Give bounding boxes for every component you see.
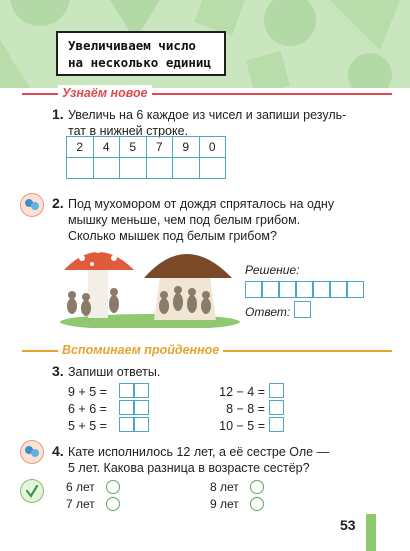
answer-cell[interactable] bbox=[119, 417, 134, 432]
solution-cell[interactable] bbox=[279, 281, 296, 298]
answer-cell[interactable] bbox=[199, 158, 226, 179]
option-label: 8 лет bbox=[210, 480, 239, 494]
solution-label: Решение: bbox=[245, 263, 300, 277]
option-circle[interactable] bbox=[250, 480, 264, 494]
section-header-new bbox=[22, 85, 392, 101]
task3-text: Запиши ответы. bbox=[68, 365, 161, 379]
answer-cell[interactable] bbox=[269, 400, 284, 415]
answer-cell[interactable] bbox=[269, 417, 284, 432]
answer-cell[interactable] bbox=[119, 383, 134, 398]
solution-cell[interactable] bbox=[245, 281, 262, 298]
table-cell: 0 bbox=[199, 137, 226, 158]
answer-cell[interactable] bbox=[134, 383, 149, 398]
table-cell: 2 bbox=[67, 137, 94, 158]
expression: 9 + 5 = bbox=[68, 385, 107, 399]
task4-number: 4. bbox=[52, 443, 64, 459]
task2-text-line2: мышку меньше, чем под белым грибом. bbox=[68, 213, 301, 227]
answer-cell[interactable] bbox=[269, 383, 284, 398]
page-number: 53 bbox=[340, 517, 356, 533]
section-label: Вспоминаем пройденное bbox=[58, 342, 223, 358]
option-circle[interactable] bbox=[106, 497, 120, 511]
answer-cell[interactable] bbox=[67, 158, 94, 179]
task1-text-line1: Увеличь на 6 каждое из чисел и запиши резуль- bbox=[68, 108, 347, 122]
expression: 8 − 8 = bbox=[226, 402, 265, 416]
table-row-top bbox=[67, 137, 226, 158]
answer-cell[interactable] bbox=[134, 417, 149, 432]
pair-work-icon bbox=[20, 193, 44, 217]
solution-cell[interactable] bbox=[262, 281, 279, 298]
task1-number: 1. bbox=[52, 106, 64, 122]
table-cell: 7 bbox=[146, 137, 173, 158]
table-cell: 9 bbox=[173, 137, 200, 158]
task4-text-line1: Кате исполнилось 12 лет, а её сестре Оле — bbox=[68, 445, 330, 459]
answer-cell[interactable] bbox=[93, 158, 120, 179]
answer-label: Ответ: bbox=[245, 305, 291, 319]
task4-text-line2: 5 лет. Какова разница в возрасте сестёр? bbox=[68, 461, 310, 475]
expression: 5 + 5 = bbox=[68, 419, 107, 433]
pair-work-icon bbox=[20, 440, 44, 464]
section-label: Узнаём новое bbox=[58, 85, 152, 101]
answer-cell[interactable] bbox=[173, 158, 200, 179]
answer-box[interactable] bbox=[294, 301, 311, 318]
solution-cell[interactable] bbox=[347, 281, 364, 298]
option-label: 9 лет bbox=[210, 497, 239, 511]
answer-cell[interactable] bbox=[134, 400, 149, 415]
lesson-title-line1: Увеличиваем число bbox=[68, 38, 196, 53]
table-cell: 4 bbox=[93, 137, 120, 158]
answer-cell[interactable] bbox=[119, 400, 134, 415]
expression: 10 − 5 = bbox=[219, 419, 265, 433]
answer-cell[interactable] bbox=[120, 158, 147, 179]
page-edge-bar bbox=[366, 514, 376, 551]
option-label: 7 лет bbox=[66, 497, 95, 511]
option-circle[interactable] bbox=[250, 497, 264, 511]
expression: 12 − 4 = bbox=[219, 385, 265, 399]
option-label: 6 лет bbox=[66, 480, 95, 494]
expression: 6 + 6 = bbox=[68, 402, 107, 416]
option-circle[interactable] bbox=[106, 480, 120, 494]
check-icon bbox=[20, 479, 44, 503]
task1-text-line2: тат в нижней строке. bbox=[68, 124, 189, 138]
section-header-review bbox=[22, 342, 392, 358]
task3-number: 3. bbox=[52, 363, 64, 379]
answer-cell[interactable] bbox=[146, 158, 173, 179]
number-table bbox=[66, 136, 226, 179]
solution-cell[interactable] bbox=[330, 281, 347, 298]
table-row-bottom bbox=[67, 158, 226, 179]
table-cell: 5 bbox=[120, 137, 147, 158]
task2-text-line1: Под мухомором от дождя спряталось на одну bbox=[68, 197, 335, 211]
mushrooms-illustration bbox=[60, 240, 240, 328]
lesson-title-box bbox=[56, 31, 226, 76]
solution-cell[interactable] bbox=[313, 281, 330, 298]
task2-text-line3: Сколько мышек под белым грибом? bbox=[68, 229, 277, 243]
task2-number: 2. bbox=[52, 195, 64, 211]
lesson-title-line2: на несколько единиц bbox=[68, 55, 211, 70]
solution-cell[interactable] bbox=[296, 281, 313, 298]
